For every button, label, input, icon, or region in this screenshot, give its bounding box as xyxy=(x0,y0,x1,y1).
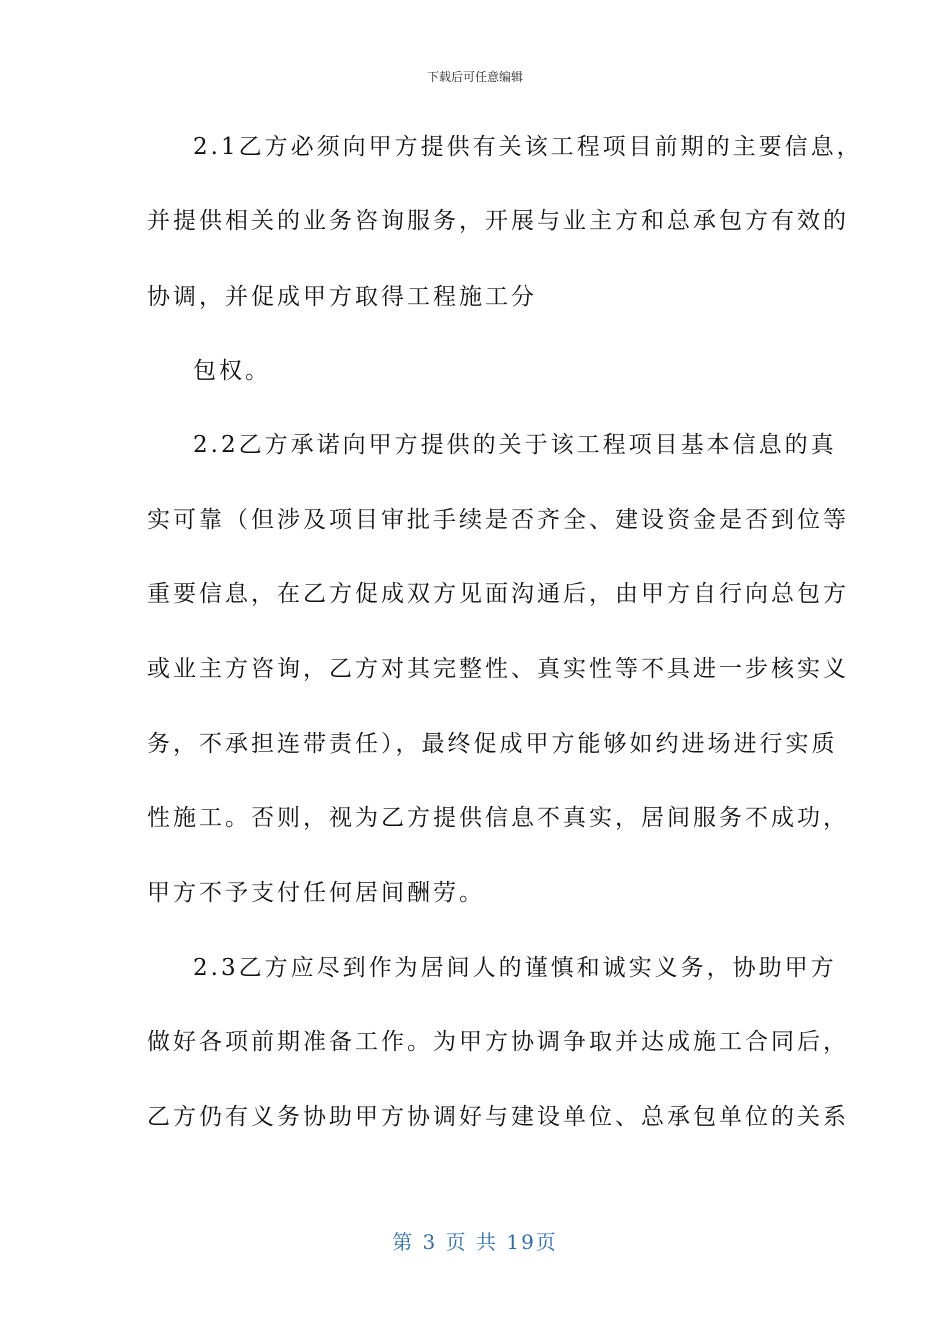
text-line: 2.3乙方应尽到作为居间人的谨慎和诚实义务，协助甲方 xyxy=(193,955,837,981)
text-line: 包权。 xyxy=(193,358,271,384)
text-line: 重要信息，在乙方促成双方见面沟通后，由甲方自行向总包方 xyxy=(147,581,849,607)
text-line: 性施工。否则，视为乙方提供信息不真实，居间服务不成功， xyxy=(147,805,849,831)
page-number: 第 3 页 共 19页 xyxy=(392,1230,558,1254)
header-note: 下载后可任意编辑 xyxy=(426,70,523,84)
text-line: 2.2乙方承诺向甲方提供的关于该工程项目基本信息的真 xyxy=(193,432,837,458)
text-line: 务，不承担连带责任），最终促成甲方能够如约进场进行实质 xyxy=(147,731,838,757)
text-line: 做好各项前期准备工作。为甲方协调争取并达成施工合同后， xyxy=(147,1029,849,1055)
text-line: 甲方不予支付任何居间酬劳。 xyxy=(147,880,485,906)
text-line: 乙方仍有义务协助甲方协调好与建设单位、总承包单位的关系 xyxy=(147,1104,849,1130)
text-line: 或业主方咨询，乙方对其完整性、真实性等不具进一步核实义 xyxy=(147,656,849,682)
text-line: 实可靠（但涉及项目审批手续是否齐全、建设资金是否到位等 xyxy=(147,507,849,533)
text-line: 协调，并促成甲方取得工程施工分 xyxy=(147,284,537,310)
text-line: 2.1乙方必须向甲方提供有关该工程项目前期的主要信息， xyxy=(193,134,863,160)
text-line: 并提供相关的业务咨询服务，开展与业主方和总承包方有效的 xyxy=(147,208,849,234)
